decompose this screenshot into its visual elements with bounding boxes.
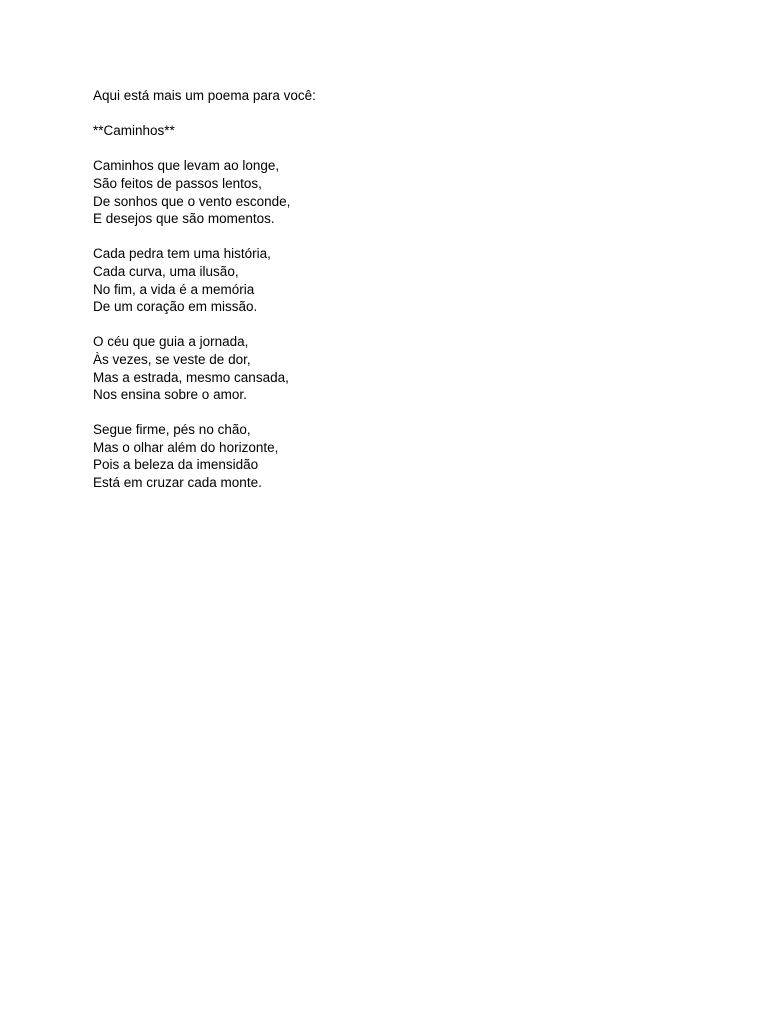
poem-line: E desejos que são momentos. [93, 211, 275, 227]
poem-line: Mas o olhar além do horizonte, [93, 439, 279, 455]
poem-line: Cada pedra tem uma história, [93, 246, 271, 262]
stanza-4 [93, 421, 693, 491]
stanza-1 [93, 157, 693, 227]
poem-line: No fim, a vida é a memória [93, 281, 255, 297]
poem-line: Está em cruzar cada monte. [93, 475, 262, 491]
poem-title: **Caminhos** [93, 123, 175, 139]
poem-line: Às vezes, se veste de dor, [93, 351, 251, 367]
intro-line: Aqui está mais um poema para você: [93, 88, 316, 103]
poem-line: De um coração em missão. [93, 299, 258, 315]
poem-line: Mas a estrada, mesmo cansada, [93, 369, 289, 385]
poem-line: Segue firme, pés no chão, [93, 422, 251, 438]
blank-line [93, 404, 693, 422]
poem-line: Caminhos que levam ao longe, [93, 158, 280, 174]
poem-line: São feitos de passos lentos, [93, 175, 262, 191]
poem-line: Pois a beleza da imensidão [93, 457, 259, 473]
stanza-3 [93, 333, 693, 403]
poem-line: Cada curva, uma ilusão, [93, 263, 239, 279]
poem-text-block [93, 87, 693, 492]
poem-line: O céu que guia a jornada, [93, 334, 249, 350]
stanza-2 [93, 245, 693, 315]
blank-line [93, 105, 693, 123]
poem-line: Nos ensina sobre o amor. [93, 387, 247, 403]
poem-line: De sonhos que o vento esconde, [93, 193, 291, 209]
blank-line [93, 316, 693, 334]
blank-line [93, 228, 693, 246]
blank-line [93, 140, 693, 158]
